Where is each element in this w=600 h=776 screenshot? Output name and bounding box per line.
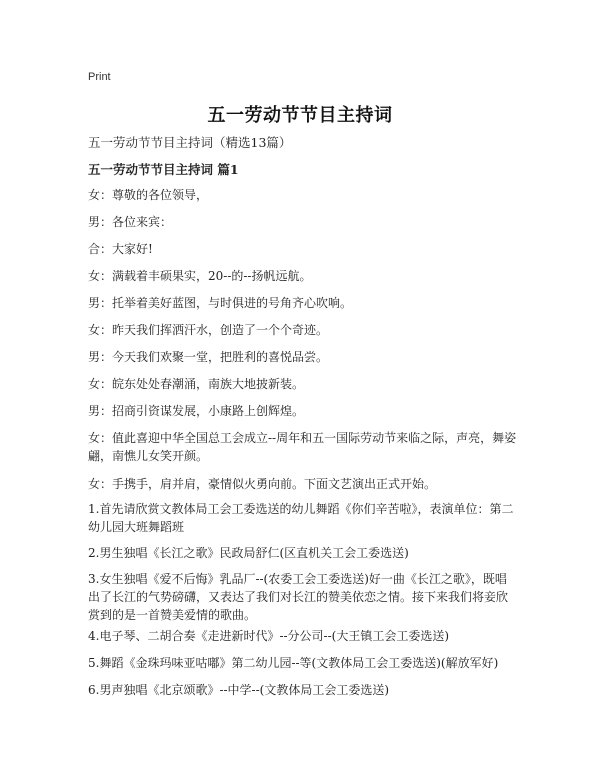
dialogue-line: 合：大家好!	[88, 242, 153, 256]
dialogue-line: 男：各位来宾：	[88, 215, 173, 229]
dialogue-line: 女：手携手，肩并肩，豪情似火勇向前。下面文艺演出正式开始。	[88, 477, 437, 491]
dialogue-line: 女：尊敬的各位领导，	[88, 188, 209, 202]
dialogue-line: 女：满载着丰硕果实，20--的--扬帆远航。	[88, 269, 312, 283]
section-heading: 五一劳动节节目主持词 篇1	[88, 162, 239, 177]
program-item: 6.男声独唱《北京颂歌》--中学--(文教体局工会工委选送)	[88, 683, 390, 697]
dialogue-line: 女：皖东处处春潮涌，南族大地披新装。	[88, 377, 305, 391]
program-item: 3.女生独唱《爱不后悔》乳品厂--(农委工会工委选送)好一曲《长江之歌》，既唱出了长江的气势磅礴，又表达了我们对长江的赞美依恋之情。接下来我们将妾欣赏到的是一首赞美爱情的歌曲。	[88, 572, 509, 622]
dialogue-line: 男：今天我们欢聚一堂，把胜利的喜悦品尝。	[88, 350, 329, 364]
print-label[interactable]: Print	[88, 71, 111, 83]
page-title: 五一劳动节节目主持词	[207, 105, 393, 126]
program-item: 5.舞蹈《金珠玛味亚咕嘟》第二幼儿园--等(文教体局工会工委选送)(解放军好)	[88, 656, 499, 670]
program-item: 1.首先请欣赏文教体局工会工委选送的幼儿舞蹈《你们辛苦啦》，表演单位：第二幼儿园大班舞蹈班	[88, 502, 514, 534]
document-subtitle: 五一劳动节节目主持词（精选13篇）	[88, 135, 292, 150]
dialogue-line: 女：昨天我们挥洒汗水，创造了一个个奇迹。	[88, 323, 329, 337]
dialogue-line: 女：值此喜迎中华全国总工会成立--周年和五一国际劳动节来临之际，声亮，舞姿翩，南憔儿女笑开颜。	[88, 431, 517, 463]
program-item: 2.男生独唱《长江之歌》民政局舒仁(区直机关工会工委选送)	[88, 546, 409, 560]
dialogue-line: 男：招商引资谋发展，小康路上创辉煌。	[88, 404, 305, 418]
program-item: 4.电子琴、二胡合奏《走进新时代》--分公司--(大王镇工会工委选送)	[88, 629, 450, 643]
dialogue-line: 男：托举着美好蓝图，与时俱进的号角齐心吹响。	[88, 296, 353, 310]
